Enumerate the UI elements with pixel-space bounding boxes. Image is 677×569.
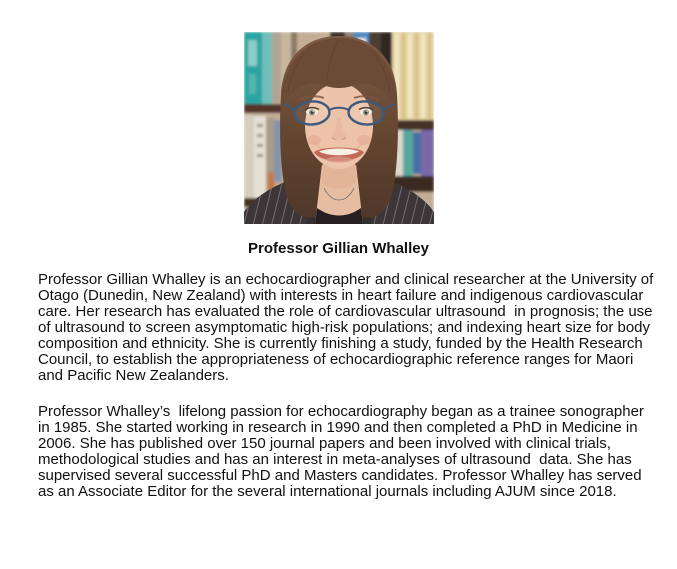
bio-line: as an Associate Editor for the several international journals including AJUM since 2018. (38, 483, 617, 500)
page-title: Professor Gillian Whalley (248, 240, 429, 257)
bio-page (0, 32, 677, 569)
bio-paragraph-1 (38, 272, 666, 384)
bio-paragraph-2 (38, 404, 666, 500)
bio-line: and Pacific New Zealanders. (38, 367, 229, 384)
portrait-illustration (244, 32, 434, 224)
bio-line: of ultrasound to screen asymptomatic high-risk populations; and indexing heart size for body (38, 319, 651, 336)
bio-line: in 1985. She started working in research in 1990 and then completed a PhD in Medicine in (38, 419, 638, 436)
bio-text (38, 272, 666, 500)
bio-line: Otago (Dunedin, New Zealand) with interests in heart failure and indigenous cardiovascular (38, 287, 644, 304)
bio-line: Professor Gillian Whalley is an echocardiographer and clinical researcher at the University of (38, 271, 654, 288)
bio-line: composition and ethnicity. She is currently finishing a study, funded by the Health Research (38, 335, 643, 352)
portrait-photo (244, 32, 434, 224)
bio-line: supervised several successful PhD and Masters candidates. Professor Whalley has served (38, 467, 642, 484)
bio-line: Professor Whalley’s lifelong passion for echocardiography began as a trainee sonographer (38, 403, 644, 420)
bio-line: care. Her research has evaluated the role of cardiovascular ultrasound in prognosis; the use (38, 303, 653, 320)
bio-line: methodological studies and has an interest in meta-analyses of ultrasound data. She has (38, 451, 632, 468)
bio-line: 2006. She has published over 150 journal papers and been involved with clinical trials, (38, 435, 611, 452)
bio-line: Council, to establish the appropriateness of echocardiographic reference ranges for Maori (38, 351, 634, 368)
